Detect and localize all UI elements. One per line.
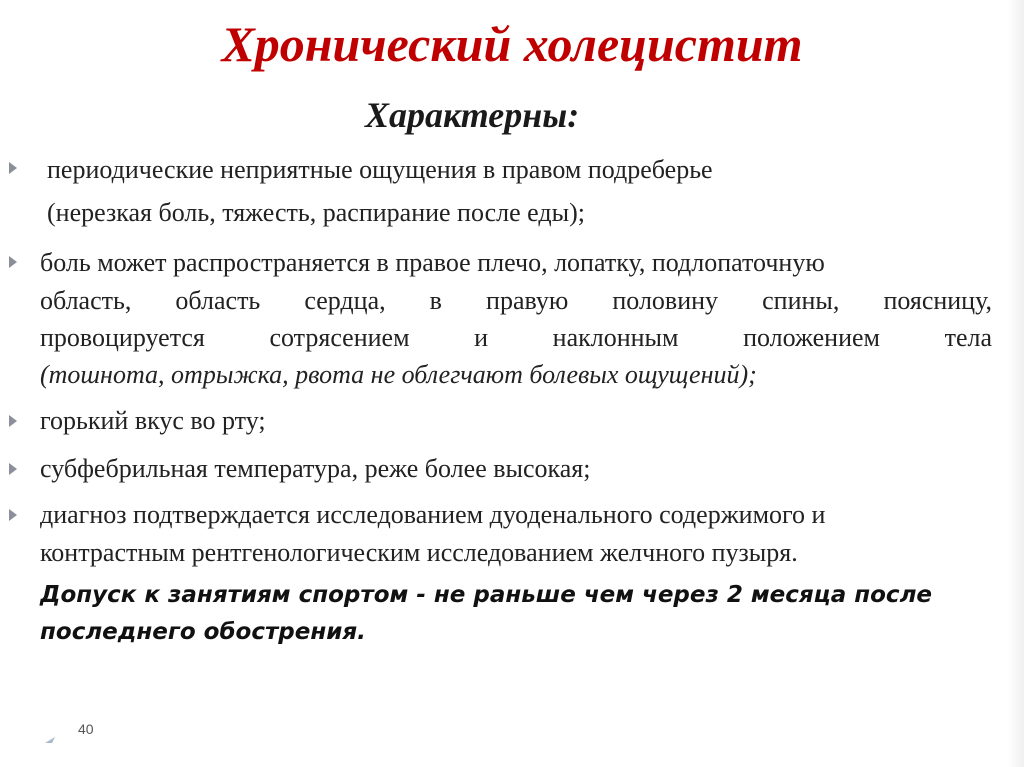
note-line: Допуск к занятиям спортом - не раньше чем через 2 месяца после <box>40 582 933 608</box>
list-item-line: область, область сердца, в правую половину спины, поясницу, <box>40 286 992 315</box>
triangle-right-icon <box>9 463 17 475</box>
sport-admission-note <box>40 577 1000 651</box>
list-item-line: диагноз подтверждается исследованием дуоденального содержимого и <box>40 500 826 529</box>
note-line: последнего обострения. <box>40 619 366 645</box>
list-item-line: горький вкус во рту; <box>40 406 266 435</box>
list-item-line: субфебрильная температура, реже более высокая; <box>40 454 591 483</box>
triangle-right-icon <box>9 509 17 521</box>
triangle-right-icon <box>9 256 17 268</box>
triangle-right-icon <box>9 162 17 174</box>
list-item-line: контрастным рентгенологическим исследованием желчного пузыря. <box>40 538 798 567</box>
list-item-italic-line: (тошнота, отрыжка, рвота не облегчают болевых ощущений); <box>40 360 757 389</box>
list-item-line: периодические неприятные ощущения в правом подреберье <box>47 155 713 184</box>
list-item-line: боль может распространяется в правое плечо, лопатку, подлопаточную <box>40 248 825 277</box>
list-item-line: (нерезкая боль, тяжесть, распирание после еды); <box>47 198 585 227</box>
corner-arrow-icon <box>45 737 55 743</box>
slide-title: Хронический холецистит <box>221 16 803 72</box>
slide-subtitle: Характерны: <box>365 95 580 135</box>
slide-number: 40 <box>78 721 94 737</box>
triangle-right-icon <box>9 415 17 427</box>
list-item-line: провоцируется сотрясением и наклонным положением тела <box>40 323 992 352</box>
